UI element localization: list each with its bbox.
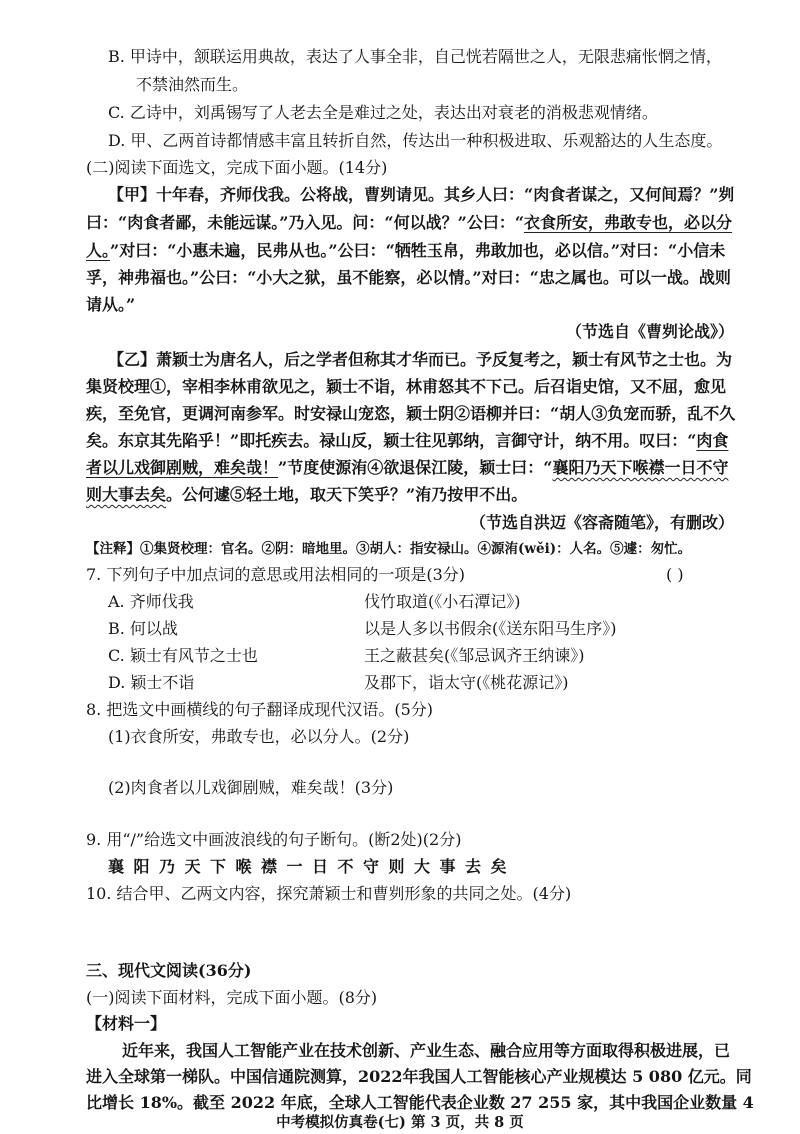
option-b-right: 以是人多以书假余(《送东阳马生序》) — [364, 619, 617, 638]
passage-yi-line-1: 【乙】萧颖士为唐名人，后之学者但称其才华而已。予反复考之，颖士有风节之士也。为 — [108, 350, 733, 369]
passage-yi-line-3: 疾，至免官，更调河南参军。时安禄山宠恣，颖士阴②语柳并曰：“胡人③负宠而骄，乱不久 — [86, 404, 736, 423]
passage-yi-line-2: 集贤校理①，宰相李林甫欲见之，颖士不诣，林甫怒其不下己。后召诣史馆，又不屈，愈见 — [86, 377, 727, 396]
passage-jia-line-2 — [86, 212, 732, 234]
option-b-line-2: 不禁油然而生。 — [136, 75, 249, 94]
underlined-sentence-part-1: 衣食所安，弗敢专也，必以分 — [524, 213, 733, 232]
underlined-sentence-part-2: 人。 — [86, 241, 111, 260]
material-1-line-3: 比增长 18%。截至 2022 年底，全球人工智能代表企业数 27 255 家，其中我国企业数量 4 — [86, 1093, 754, 1112]
option-d-right: 及郡下，诣太守(《桃花源记》) — [364, 673, 569, 692]
question-8-part-1: (1)衣食所安，弗敢专也，必以分人。(2分) — [108, 727, 410, 746]
source-2: （节选自洪迈《容斋随笔》，有删改） — [469, 513, 734, 532]
passage-jia-line-3 — [86, 240, 725, 262]
question-8: 8. 把选文中画横线的句子翻译成现代汉语。(5分) — [86, 700, 434, 719]
page-footer: 中考模拟仿真卷(七) 第 3 页，共 8 页 — [276, 1114, 524, 1131]
option-c-left: C. 颖士有风节之士也 — [108, 646, 258, 665]
section-2-heading: (二)阅读下面选文，完成下面小题。(14分) — [86, 158, 388, 177]
material-1-line-1: 近年来，我国人工智能产业在技术创新、产业生态、融合应用等方面取得积极进展，已 — [122, 1041, 731, 1060]
question-10: 10. 结合甲、乙两文内容，探究萧颖士和曹刿形象的共同之处。(4分) — [86, 884, 572, 903]
option-a-left: A. 齐师伐我 — [108, 592, 194, 611]
question-9-sentence: 襄阳乃天下喉襟一日不守则大事去矣 — [108, 857, 517, 876]
passage-jia-line-5: 请从。” — [86, 295, 136, 314]
option-d-line: D. 甲、乙两首诗都情感丰富且转折自然，传达出一种积极进取、乐观豁达的人生态度。 — [108, 131, 723, 150]
option-a-right: 伐竹取道(《小石潭记》) — [364, 592, 521, 611]
passage-jia-line-2-text: 曰：“肉食者鄙，未能远谋。”乃入见。问：“何以战？”公曰：“ — [86, 213, 525, 232]
passage-yi-line-4 — [86, 430, 728, 452]
material-1-label: 【材料一】 — [86, 1014, 167, 1033]
question-8-part-2: (2)肉食者以儿戏御剧贼，难矣哉！(3分) — [108, 778, 394, 797]
material-1-line-2: 进入全球第一梯队。中国信通院测算，2022年我国人工智能核心产业规模达 5 080 亿元。同 — [86, 1067, 752, 1086]
wavy-sentence-part-2: 则大事去矣 — [86, 485, 167, 504]
passage-yi-line-6 — [86, 484, 527, 506]
section-3-subheading: (一)阅读下面材料，完成下面小题。(8分) — [86, 988, 378, 1007]
question-9: 9. 用“/”给选文中画波浪线的句子断句。(断2处)(2分) — [86, 830, 462, 849]
section-3-heading: 三、现代文阅读(36分) — [86, 961, 252, 980]
option-b-line-1: B. 甲诗中，颔联运用典故，表达了人事全非，自己恍若隔世之人，无限悲痛怅惘之情， — [108, 47, 722, 66]
option-d-left: D. 颖士不诣 — [108, 673, 195, 692]
passage-jia-line-3-text: ”对曰：“小惠未遍，民弗从也。”公曰：“牺牲玉帛，弗敢加也，必以信。”对曰：“小信未 — [110, 241, 726, 260]
wavy-sentence-part-1: 襄阳乃天下喉襟一日不守 — [552, 458, 729, 477]
option-c-line: C. 乙诗中，刘禹锡写了人老去全是难过之处，表达出对衰老的消极悲观情绪。 — [108, 103, 658, 122]
passage-yi-line-5 — [86, 457, 728, 479]
passage-yi-line-6-text: 。公何遽⑤轻土地，取天下笑乎？”洧乃按甲不出。 — [166, 485, 528, 504]
underlined-sentence-2-part-2: 者以儿戏御剧贼，难矣哉！ — [86, 458, 279, 477]
option-b-left: B. 何以战 — [108, 619, 178, 638]
option-c-right: 王之蔽甚矣(《邹忌讽齐王纳谏》) — [364, 646, 585, 665]
question-7: 7. 下列句子中加点词的意思或用法相同的一项是(3分) — [86, 565, 466, 584]
answer-paren: ( ) — [666, 565, 684, 584]
underlined-sentence-2-part-1: 肉食 — [696, 431, 729, 450]
passage-jia-line-1: 【甲】十年春，齐师伐我。公将战，曹刿请见。其乡人曰：“肉食者谋之，又何间焉？”刿 — [108, 185, 735, 204]
passage-jia-line-4: 孚，神弗福也。”公曰：“小大之狱，虽不能察，必以情。”对曰：“忠之属也。可以一战。战则 — [86, 268, 731, 287]
passage-yi-line-4-text: 矣。东京其先陷乎！”即托疾去。禄山反，颖士往见郭纳，言御守计，纳不用。叹曰：“ — [86, 431, 697, 450]
passage-yi-line-5-text: ”节度使源洧④欲退保江陵，颖士曰：“ — [278, 458, 553, 477]
annotation-note: 【注释】①集贤校理：官名。②阴：暗地里。③胡人：指安禄山。④源洧(wěi)：人名。⑤遽：匆忙。 — [86, 541, 692, 557]
source-1: （节选自《曹刿论战》） — [565, 322, 734, 341]
